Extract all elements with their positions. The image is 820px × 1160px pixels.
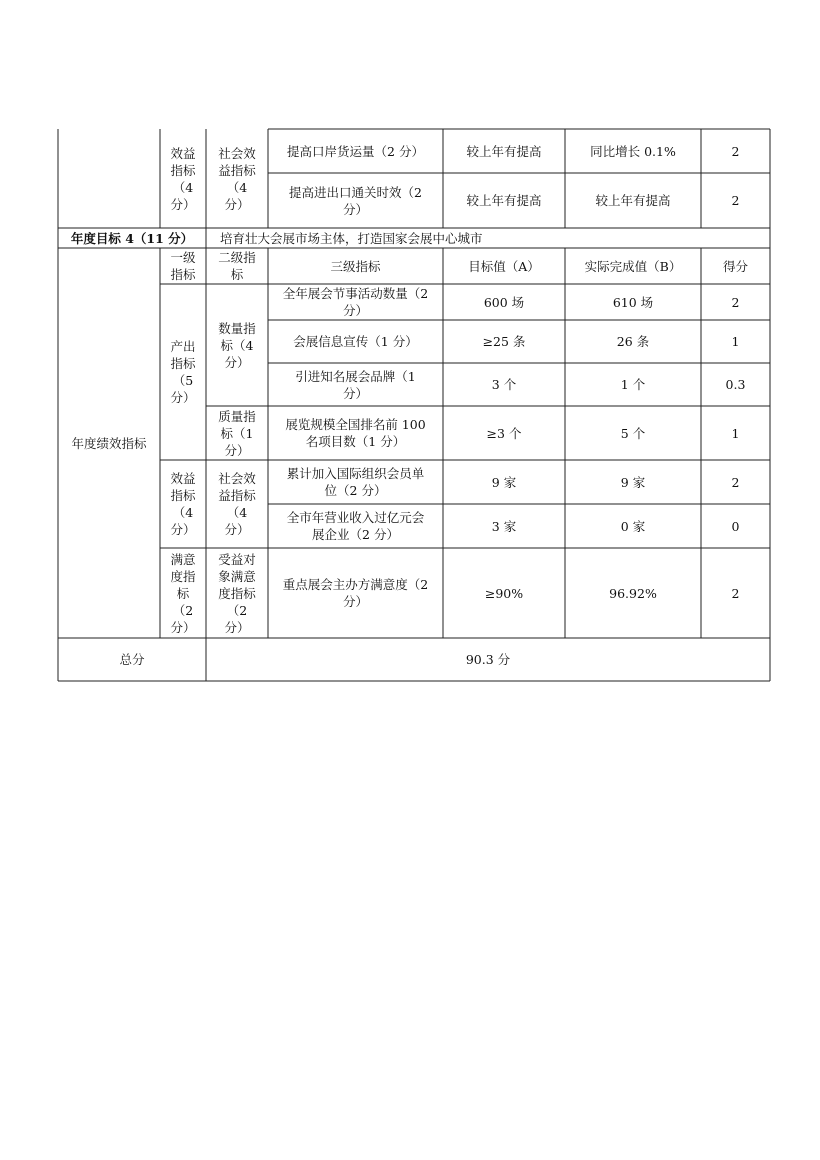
table-row-7-actual: 96.92% xyxy=(609,585,657,601)
table-row-3-indicator: 引进知名展会品牌（1 分） xyxy=(295,368,416,401)
group-beneficiary-satisfaction: 受益对 象满意 度指标 （2 分） xyxy=(218,551,256,635)
table-row-4-actual: 5 个 xyxy=(620,425,646,441)
header-level2: 二级指 标 xyxy=(218,250,256,282)
table-row-3-score: 0.3 xyxy=(725,377,746,392)
top-level1-cell: 效益 指标 （4 分） xyxy=(170,145,196,212)
table-row-1-actual: 610 场 xyxy=(612,294,654,310)
table-row-4-score: 1 xyxy=(731,425,740,441)
table-row-4-target: ≥3 个 xyxy=(486,425,522,441)
top-row-1-actual: 同比增长 0.1% xyxy=(590,143,676,159)
top-row-2-target: 较上年有提高 xyxy=(466,193,542,208)
table-row-1-target: 600 场 xyxy=(483,294,525,310)
table-row-6-score: 0 xyxy=(731,518,740,534)
table-row-2-indicator: 会展信息宣传（1 分） xyxy=(293,334,418,349)
table-row-4-indicator: 展览规模全国排名前 100 名项目数（1 分） xyxy=(285,417,426,449)
top-row-1-target: 较上年有提高 xyxy=(466,143,542,159)
table-row-2-actual: 26 条 xyxy=(616,334,650,349)
header-level3: 三级指标 xyxy=(330,258,381,274)
header-level1: 一级 指标 xyxy=(170,250,196,282)
table-row-5-actual: 9 家 xyxy=(620,474,646,490)
table-row-7-score: 2 xyxy=(731,585,740,601)
table-row-5-score: 2 xyxy=(731,474,740,490)
top-row-2-actual: 较上年有提高 xyxy=(595,193,671,208)
group-satisfaction: 满意 度指 标 （2 分） xyxy=(170,551,196,635)
group-benefit: 效益 指标 （4 分） xyxy=(170,471,196,537)
total-score-label: 总分 xyxy=(119,652,145,667)
group-quality: 质量指 标（1 分） xyxy=(218,408,256,458)
annual-goal-text: 培育壮大会展市场主体，打造国家会展中心城市 xyxy=(220,230,483,246)
table-row-2-score: 1 xyxy=(731,334,740,349)
table-row-6-actual: 0 家 xyxy=(620,518,646,534)
top-row-1-score: 2 xyxy=(731,143,740,159)
table-row-5-indicator: 累计加入国际组织会员单 位（2 分） xyxy=(286,466,425,498)
header-actual: 实际完成值（B） xyxy=(584,258,682,274)
table-row-5-target: 9 家 xyxy=(491,474,517,490)
group-output: 产出 指标 （5 分） xyxy=(170,339,196,405)
table-row-7-target: ≥90% xyxy=(484,585,524,601)
table-row-6-target: 3 家 xyxy=(491,518,517,534)
header-target: 目标值（A） xyxy=(468,258,540,274)
total-score-value: 90.3 分 xyxy=(465,652,511,667)
table-row-2-target: ≥25 条 xyxy=(482,334,526,349)
top-row-1-indicator: 提高口岸货运量（2 分） xyxy=(287,143,424,159)
group-social-benefit: 社会效 益指标 （4 分） xyxy=(218,471,256,537)
top-level2-cell: 社会效 益指标 （4 分） xyxy=(218,145,256,212)
top-row-2-score: 2 xyxy=(731,193,740,208)
header-score: 得分 xyxy=(722,258,748,274)
table-row-6-indicator: 全市年营业收入过亿元会 展企业（2 分） xyxy=(286,510,425,542)
top-row-2-indicator: 提高进出口通关时效（2 分） xyxy=(289,184,422,217)
annual-goal-label: 年度目标 4（11 分） xyxy=(70,230,194,246)
table-row-7-indicator: 重点展会主办方满意度（2 分） xyxy=(282,577,429,609)
table-row-1-score: 2 xyxy=(731,294,740,310)
performance-indicators-label: 年度绩效指标 xyxy=(71,435,147,451)
table-row-3-actual: 1 个 xyxy=(620,377,646,392)
table-row-3-target: 3 个 xyxy=(491,377,517,392)
group-quantity: 数量指 标（4 分） xyxy=(218,320,256,370)
table-row-1-indicator: 全年展会节事活动数量（2 分） xyxy=(282,286,429,318)
